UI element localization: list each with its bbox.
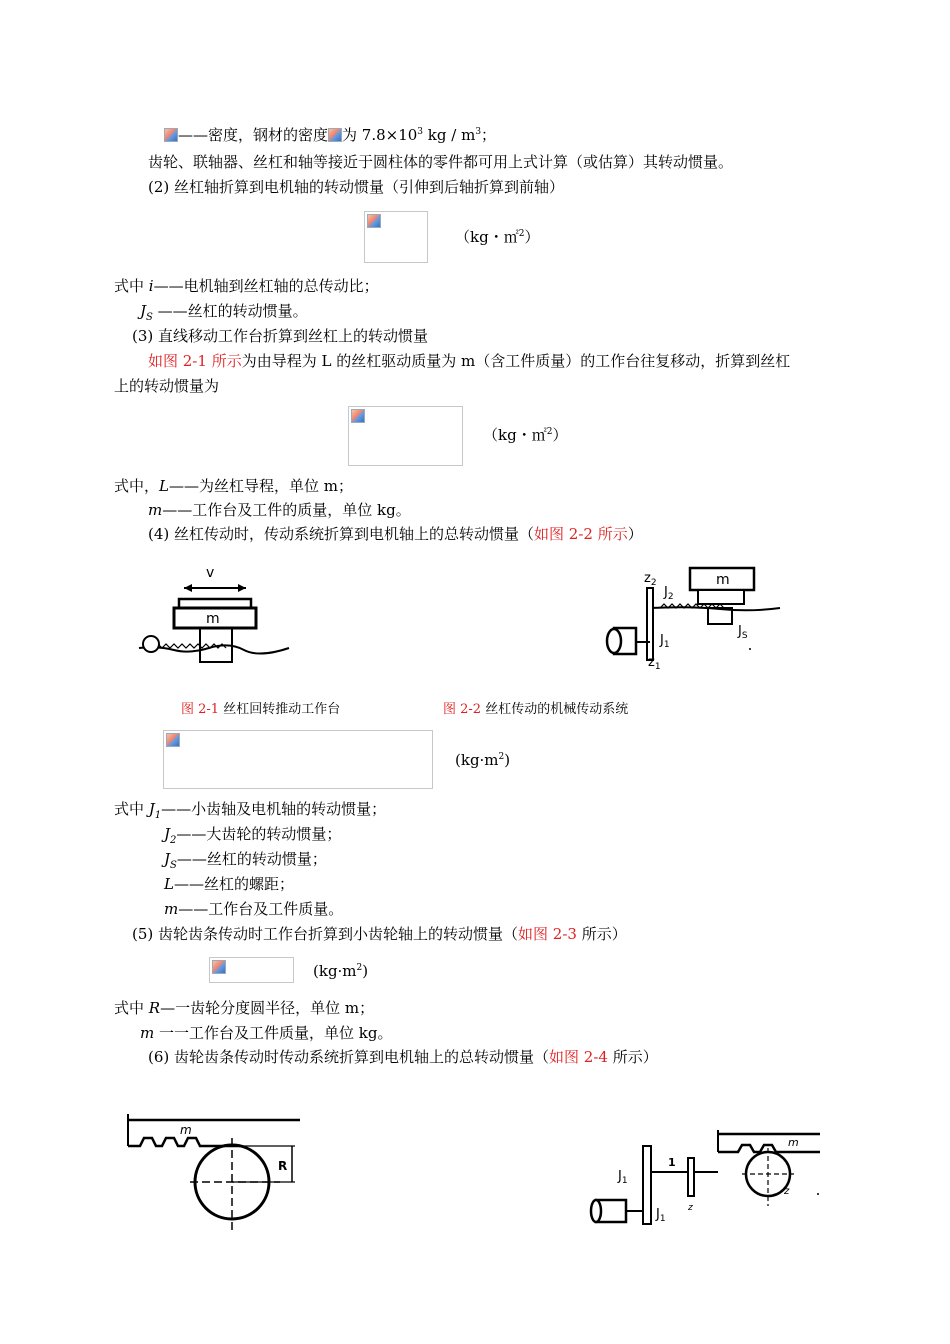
broken-image-icon [166,733,180,747]
definition-line: m——工作台及工件质量。 [164,900,344,918]
figure-2-2 [600,562,785,677]
section-heading-3: (3) 直线移动工作台折算到丝杠上的转动惯量 [132,327,429,345]
broken-image-icon [212,960,226,974]
definition-line: $J_S$ ——丝杠的转动惯量。 [140,302,308,323]
unit-label: （kg・㎡$^2$） [455,228,540,246]
unit-label: $(kg\cdot m^2)$ [313,962,369,980]
z-label-left: z [688,1203,693,1213]
mass-label: m [788,1136,799,1149]
broken-image-icon [164,128,178,142]
broken-image-icon [328,128,342,142]
definition-line: 式中 R—一齿轮分度圆半径，单位 m； [114,999,375,1017]
section-heading-2: (2) 丝杠轴折算到电机轴的转动惯量（引伸到后轴折算到前轴） [148,178,565,196]
paragraph-line: 齿轮、联轴器、丝杠和轴等接近于圆柱体的零件都可用上式计算（或估算）其转动惯量。 [148,153,734,171]
section-heading-4: (4) 丝杠传动时，传动系统折算到电机轴上的总转动惯量（如图 2-2 所示） [148,525,643,543]
figure-2-4 [588,1128,823,1228]
z-label-right: z [784,1186,790,1197]
definition-line: m 一一工作台及工件质量，单位 kg。 [140,1024,393,1042]
z1-label: $z_1$ [648,655,661,672]
paragraph-line: 上的转动惯量为 [114,377,220,395]
j2-label: $J_2$ [664,585,674,602]
js-label: $J_S$ [738,624,748,641]
section-heading-5: (5) 齿轮齿条传动时工作台折算到小齿轮轴上的转动惯量（如图 2-3 所示） [132,925,627,943]
definition-line: L——丝杠的螺距； [164,875,294,893]
definition-line: $J_S——$丝杠的转动惯量； [164,850,327,871]
figure-caption-2-2: 图 2-2 丝杠传动的机械传动系统 [443,702,629,717]
z2-label: $z_2$ [644,571,657,588]
broken-image-icon [351,409,365,423]
mass-label: m [180,1123,192,1137]
mass-label: m [716,572,730,588]
formula-image-4 [209,957,294,983]
unit-label: $(kg\cdot m^2)$ [455,751,511,769]
definition-line: m——工作台及工件的质量，单位 kg。 [148,501,411,519]
formula-image-1 [364,211,428,263]
formula-image-2 [348,406,463,466]
figure-2-3 [120,1112,305,1240]
definition-line: $J_2——$大齿轮的转动惯量； [164,825,342,846]
velocity-label: v [206,565,215,581]
section-heading-6: (6) 齿轮齿条传动时传动系统折算到电机轴上的总转动惯量（如图 2-4 所示） [148,1048,658,1066]
mass-label: m [206,611,220,627]
radius-label: R [278,1159,288,1173]
j1-label: $J_1$ [660,633,670,650]
broken-image-icon [367,214,381,228]
figure-caption-2-1: 图 2-1 丝杠回转推动工作台 [181,702,341,717]
j1-label-left: $J_1$ [618,1169,628,1186]
j1-label-right: $J_1$ [656,1207,666,1224]
definition-line: 式中 $J_1——$小齿轴及电机轴的转动惯量； [114,800,387,821]
paragraph-line: 如图 2-1 所示为由导程为 L 的丝杠驱动质量为 m（含工件质量）的工作台往复移动，折算到丝杠 [148,352,791,370]
definition-line: 式中，L——为丝杠导程，单位 m； [114,477,353,495]
unit-label: （kg・㎡$^2$） [483,426,568,444]
density-line: ——密度，钢材的密度 为 $7.8\times 10^3$ kg / $m^3$； [164,125,496,145]
stage-one-label: 1 [668,1156,676,1169]
definition-line: 式中 i——电机轴到丝杠轴的总传动比； [114,277,379,295]
formula-image-3 [163,730,433,789]
figure-2-1 [134,562,294,674]
